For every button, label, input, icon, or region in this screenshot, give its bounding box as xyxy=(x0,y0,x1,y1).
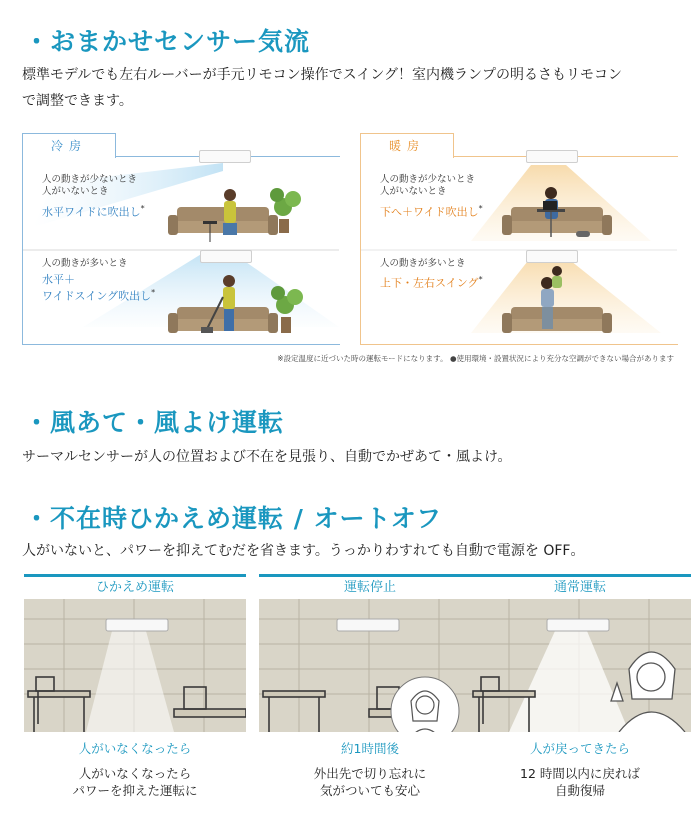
description-line: 12 時間以内に戻れば xyxy=(520,766,640,781)
section-title-sensor-airflow: ・おまかせセンサー気流 xyxy=(24,27,311,56)
footnote: ※設定温度に近づいた時の運転モードになります。 ●使用環境・設置状況により充分な空調ができない場合があります xyxy=(277,354,674,363)
heating-pane xyxy=(360,133,678,345)
panel-stop-operation xyxy=(259,574,481,732)
condition-line: 人の動きが少ないとき xyxy=(42,174,138,185)
text-line: 標準モデルでも左右ルーバーが手元リモコン操作でスイング！室内機ランプの明るさもリモコン xyxy=(22,67,623,83)
asterisk: * xyxy=(140,204,145,213)
panel-caption: 約1時間後 xyxy=(341,741,399,756)
description-line: 気がついても安心 xyxy=(319,783,420,798)
section-text-sensor-airflow xyxy=(22,62,622,114)
section-text-wind-direct: サーマルセンサーが人の位置および不在を見張り、自動でかぜあて・風よけ。 xyxy=(22,449,512,465)
description-line: 外出先で切り忘れに xyxy=(313,766,427,781)
condition-line: 人がいないとき xyxy=(42,186,109,197)
scene-condition: 人の動きが多いとき xyxy=(42,258,128,269)
condition-line: 人がいないとき xyxy=(380,186,447,197)
heating-tab: 暖房 xyxy=(360,133,454,158)
scene-mode xyxy=(380,273,483,290)
scene-mode xyxy=(42,202,145,219)
mode-label: 水平ワイドに吹出し xyxy=(42,205,141,219)
scene-condition xyxy=(42,174,137,198)
mode-label: 水平＋ xyxy=(42,273,75,286)
scene-condition xyxy=(380,174,475,198)
panel-normal-operation xyxy=(469,574,691,732)
mode-label: 下へ＋ワイド吹出し xyxy=(380,205,479,219)
air-conditioner-icon xyxy=(200,250,252,263)
panel-caption: 人が戻ってきたら xyxy=(529,741,630,756)
panel-description xyxy=(24,765,246,799)
panel-caption: 人がいなくなったら xyxy=(78,741,192,756)
airflow-diagram xyxy=(22,133,678,348)
mode-label: ワイドスイング吹出し xyxy=(42,289,152,303)
panel-header: 運転停止 xyxy=(259,574,481,599)
cooling-tab: 冷房 xyxy=(22,133,116,158)
cooling-pane xyxy=(22,133,340,345)
scene-condition: 人の動きが多いとき xyxy=(380,258,466,269)
air-conditioner-icon xyxy=(526,250,578,263)
air-conditioner-icon xyxy=(547,619,609,631)
section-title-wind-direct: ・風あて・風よけ運転 xyxy=(24,408,285,437)
section-text-absence-mode: 人がいないと、パワーを抑えてむだを省きます。うっかりわすれても自動で電源を OFF。 xyxy=(22,543,585,559)
sofa-icon xyxy=(168,307,278,333)
air-conditioner-icon xyxy=(199,150,251,163)
section-title-absence-mode: ・不在時ひかえめ運転 / オートオフ xyxy=(24,504,443,533)
panel-header: 通常運転 xyxy=(469,574,691,599)
description-line: パワーを抑えた運転に xyxy=(72,783,198,798)
air-conditioner-icon xyxy=(337,619,399,631)
sofa-icon xyxy=(502,307,612,333)
scene-mode xyxy=(380,202,483,219)
panel-header: ひかえめ運転 xyxy=(24,574,246,599)
panel-description xyxy=(469,765,691,799)
room-illustration xyxy=(259,599,481,732)
text-line: で調整できます。 xyxy=(22,93,133,109)
description-line: 自動復帰 xyxy=(554,783,605,798)
air-conditioner-icon xyxy=(526,150,578,163)
asterisk: * xyxy=(478,204,483,213)
air-conditioner-icon xyxy=(106,619,168,631)
person-sitting-icon xyxy=(223,189,237,235)
panel-description xyxy=(259,765,481,799)
scene-mode xyxy=(42,273,155,303)
asterisk: * xyxy=(478,275,483,284)
description-line: 人がいなくなったら xyxy=(78,766,192,781)
panel-eco-operation xyxy=(24,574,246,732)
room-illustration xyxy=(24,599,246,732)
condition-line: 人の動きが少ないとき xyxy=(380,174,476,185)
room-illustration xyxy=(469,599,691,732)
asterisk: * xyxy=(151,288,156,297)
mode-label: 上下・左右スイング xyxy=(380,276,479,290)
